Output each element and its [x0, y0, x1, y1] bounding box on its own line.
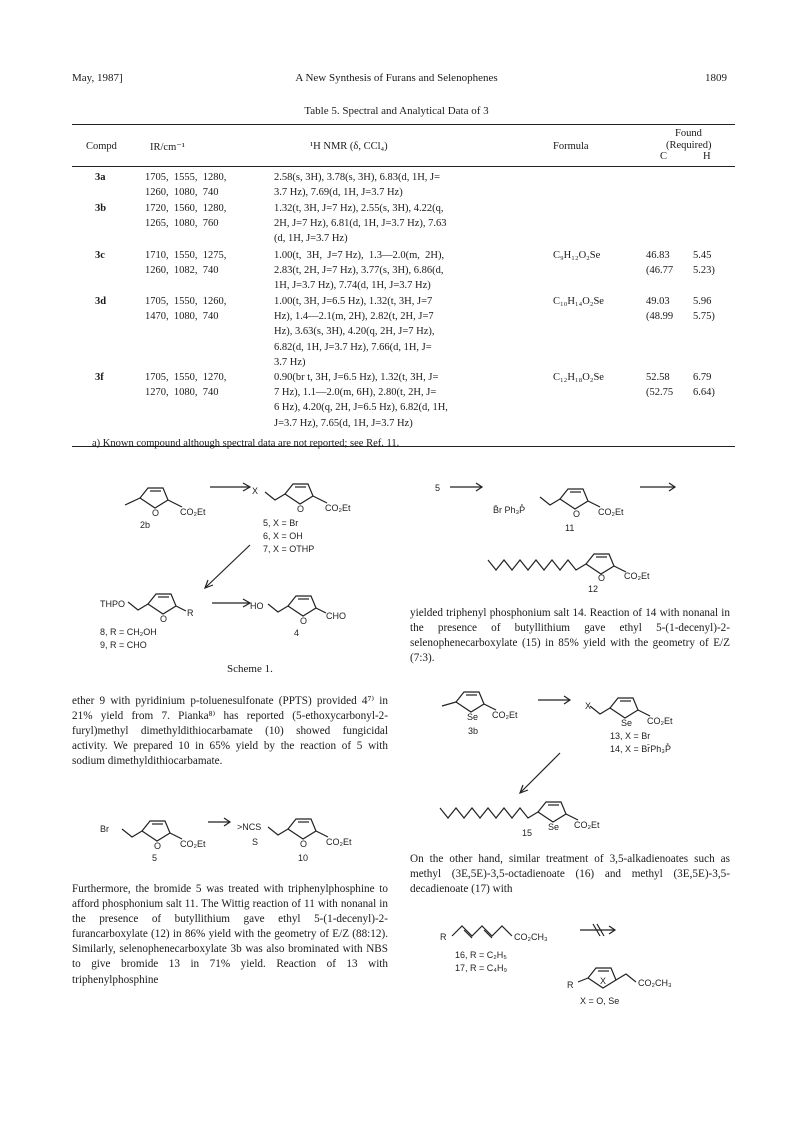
col-header-compd: Compd: [86, 141, 117, 152]
table-row-id: 3b: [95, 203, 107, 214]
svg-text:R: R: [567, 980, 574, 990]
svg-text:X: X: [252, 486, 259, 496]
compound-label-5: 5: [435, 483, 441, 493]
co2ch3-label: CO₂CH₃: [514, 932, 548, 942]
compound-label-8: 8, R = CH₂OH: [100, 627, 157, 637]
col-header-h: H: [703, 151, 711, 162]
compound-label-13: 13, X = Br: [610, 731, 651, 741]
svg-text:X: X: [585, 701, 592, 711]
table-row-nmr: 1.00(t, 3H, J=7 Hz), 1.3—2.0(m, 2H), 2.83(t, 2H, J=7 Hz), 3.77(s, 3H), 6.86(d, 1H, J=3.7 Hz), 7.74(d, 1H, J=3.7 Hz): [274, 250, 445, 292]
col-header-nmr: ¹H NMR (δ, CCl₄): [310, 141, 388, 152]
brph3p-label: B̄r Ph₃P̊: [493, 505, 526, 515]
co2et-label: CO₂Et: [325, 503, 351, 513]
co2et-label: CO₂Et: [598, 507, 624, 517]
compound-label-5: 5, X = Br: [263, 518, 299, 528]
table-footnote: a) Known compound although spectral data are not reported; see Ref. 11.: [92, 438, 400, 449]
table-row-id: 3f: [95, 372, 104, 383]
svg-text:O: O: [573, 509, 581, 519]
svg-text:Se: Se: [621, 718, 633, 728]
table-row-h: 6.79 6.64): [693, 372, 715, 399]
compound-label-5: 5: [152, 853, 158, 863]
paragraph-left-2: Furthermore, the bromide 5 was treated with triphenylphosphine to afford phosphonium salt 11. The Wittig reaction of 11 with nonanal in the presence of butyllithium gave ethyl 5-(1-decenyl)-2-furancarboxylate (12) in 86% yield with the geometry of E/Z (88:12). Similarly, selenophenecarboxylate 3b was also brominated with NBS to give bromide 13 in 71% yield. Reaction of 13 with triphenylphosphine: [72, 883, 388, 986]
svg-text:Br: Br: [100, 824, 109, 834]
compound-label-15: 15: [522, 828, 533, 838]
compound-label-9: 9, R = CHO: [100, 640, 147, 650]
scheme-1-drawing: [100, 470, 400, 670]
table-caption: Table 5. Spectral and Analytical Data of 3: [304, 105, 489, 117]
co2et-label: CO₂Et: [574, 820, 600, 830]
co2et-label: CO₂Et: [180, 507, 206, 517]
reaction-16-17: [440, 918, 730, 1018]
scheme-1-label: Scheme 1.: [227, 663, 273, 675]
svg-text:R: R: [440, 932, 447, 942]
running-head-title: A New Synthesis of Furans and Selenophenes: [295, 72, 498, 84]
co2et-label: CO₂Et: [492, 710, 518, 720]
col-header-formula: Formula: [553, 141, 589, 152]
svg-text:>NCS: >NCS: [237, 822, 262, 832]
compound-label-17: 17, R = C₄H₉: [455, 963, 508, 973]
compound-label-14: 14, X = Br̄Ph₃P̊: [610, 744, 671, 754]
svg-text:S: S: [252, 837, 259, 847]
table-row-c: 49.03 (48.99: [646, 296, 674, 323]
reaction-5-to-10: [100, 805, 380, 865]
svg-text:O: O: [154, 841, 162, 851]
svg-text:Se: Se: [548, 822, 560, 832]
paragraph-left-1: ether 9 with pyridinium p-toluenesulfonate (PPTS) provided 4⁷⁾ in 21% yield from 7. Pianka⁸⁾ has reported (5-ethoxycarbonyl-2-furyl)methyl dimethyldithiocarbamate (10) showed fungicidal activity. We prepared 10 in 65% yield by the reaction of 5 with sodium dimethyldithiocarbamate.: [72, 695, 388, 768]
svg-text:O: O: [300, 616, 308, 626]
compound-label-12: 12: [588, 584, 599, 594]
running-head-left: May, 1987]: [72, 72, 123, 84]
co2et-label: CO₂Et: [326, 837, 352, 847]
svg-text:O: O: [160, 614, 168, 624]
svg-text:O: O: [152, 508, 160, 518]
compound-label-2b: 2b: [140, 520, 151, 530]
svg-text:O: O: [300, 839, 308, 849]
table-row-ir: 1705, 1555, 1280, 1260, 1080, 740: [145, 172, 227, 199]
compound-label-16: 16, R = C₂H₅: [455, 950, 507, 960]
table-header-rule: [72, 166, 735, 167]
svg-text:O: O: [598, 573, 606, 583]
compound-label-3b: 3b: [468, 726, 479, 736]
col-header-c: C: [660, 151, 668, 162]
svg-text:Se: Se: [467, 712, 479, 722]
table-row-formula: C₁₂H₁₈O₂Se: [553, 372, 604, 383]
x-o-se-label: X = O, Se: [580, 996, 620, 1006]
table-row-ir: 1720, 1560, 1280, 1265, 1080, 760: [145, 203, 227, 230]
table-row-ir: 1705, 1550, 1270, 1270, 1080, 740: [145, 372, 227, 399]
reaction-5-to-12: [410, 475, 740, 595]
co2et-label: CO₂Et: [647, 716, 673, 726]
compound-label-6: 6, X = OH: [263, 531, 303, 541]
co2ch3-label: CO₂CH₃: [638, 978, 672, 988]
compound-label-10: 10: [298, 853, 309, 863]
table-row-nmr: 2.58(s, 3H), 3.78(s, 3H), 6.83(d, 1H, J= 3.7 Hz), 7.69(d, 1H, J=3.7 Hz): [274, 172, 441, 199]
compound-label-7: 7, X = OTHP: [263, 544, 315, 554]
svg-text:THPO: THPO: [100, 599, 126, 609]
col-header-required: (Required): [666, 140, 712, 151]
compound-label-4: 4: [294, 628, 300, 638]
table-row-nmr: 0.90(br t, 3H, J=6.5 Hz), 1.32(t, 3H, J= 7 Hz), 1.1—2.0(m, 6H), 2.80(t, 2H, J= 6 Hz), 4.20(q, 2H, J=6.5 Hz), 6.82(d, 1H, J=3.7 Hz), 7.65(d, 1H, J=3.7 Hz): [274, 372, 448, 429]
svg-text:HO: HO: [250, 601, 264, 611]
svg-text:R: R: [187, 608, 194, 618]
table-row-h: 5.96 5.75): [693, 296, 715, 323]
co2et-label: CO₂Et: [624, 571, 650, 581]
table-row-nmr: 1.32(t, 3H, J=7 Hz), 2.55(s, 3H), 4.22(q, 2H, J=7 Hz), 6.81(d, 1H, J=3.7 Hz), 7.63 (d, 1H, J=3.7 Hz): [274, 203, 447, 245]
table-row-id: 3c: [95, 250, 105, 261]
col-header-ir: IR/cm⁻¹: [150, 142, 185, 153]
paragraph-right-1: yielded triphenyl phosphonium salt 14. Reaction of 14 with nonanal in the presence of butyllithium gave ethyl 5-(1-decenyl)-2-selenophenecarboxylate (15) in 85% yield with the geometry of E/Z (7:3).: [410, 607, 730, 665]
table-row-nmr: 1.00(t, 3H, J=6.5 Hz), 1.32(t, 3H, J=7 Hz), 1.4—2.1(m, 2H), 2.82(t, 2H, J=7 Hz), 3.63(s, 3H), 4.20(q, 2H, J=7 Hz), 6.82(d, 1H, J=3.7 Hz), 7.66(d, 1H, J= 3.7 Hz): [274, 296, 435, 368]
paragraph-right-2: On the other hand, similar treatment of 3,5-alkadienoates such as methyl (3E,5E)-3,5-octadienoate (16) and methyl (3E,5E)-3,5-decadienoate (17) with: [410, 853, 730, 896]
svg-text:CHO: CHO: [326, 611, 346, 621]
table-row-c: 52.58 (52.75: [646, 372, 674, 399]
table-row-ir: 1705, 1550, 1260, 1470, 1080, 740: [145, 296, 227, 323]
table-top-rule: [72, 124, 735, 125]
col-header-found: Found: [675, 128, 702, 139]
svg-text:X: X: [600, 976, 607, 986]
table-row-h: 5.45 5.23): [693, 250, 715, 277]
table-row-c: 46.83 (46.77: [646, 250, 674, 277]
table-row-ir: 1710, 1550, 1275, 1260, 1082, 740: [145, 250, 227, 277]
table-row-formula: C₁₀H₁₄O₂Se: [553, 296, 604, 307]
compound-label-11: 11: [565, 523, 575, 533]
page-number: 1809: [705, 72, 727, 84]
table-row-formula: C₉H₁₂O₂Se: [553, 250, 601, 261]
table-row-id: 3a: [95, 172, 106, 183]
svg-text:O: O: [297, 504, 305, 514]
reaction-3b-to-15: [420, 688, 740, 838]
table-row-id: 3d: [95, 296, 107, 307]
co2et-label: CO₂Et: [180, 839, 206, 849]
